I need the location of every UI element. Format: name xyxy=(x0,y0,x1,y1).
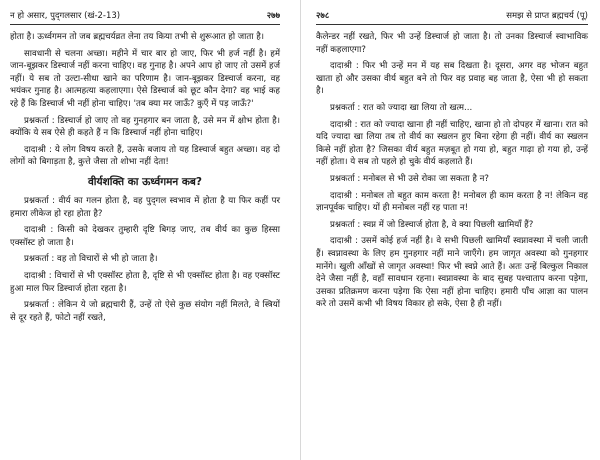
left-paragraph: होता है। ऊर्ध्वगमन तो जब ब्रह्मचर्यव्रत लेना तय किया तभी से शुरूआत हो जाता है। xyxy=(10,32,265,42)
right-qa-answer: दादाश्री : फिर भी उन्हें मन में यह सब दिखता है। दूसरा, अगर वह भोजन बहुत खाता हो और उसका वीर्य बहुत बने तो फिर वह प्रवाह बह जाता है, ऐसा भी हो सकता है। xyxy=(316,61,588,97)
left-qa-question: प्रश्नकर्ता : वह तो विचारों से भी हो जाता है। xyxy=(24,254,158,265)
right-qa-answer: दादाश्री : उसमें कोई हर्ज नहीं है। वे सभी पिछली खामियाँ स्वप्नावस्था में चली जाती हैं। स्वप्नावस्था के लिए हम गुनहगार नहीं माने जाएँगे। हम जागृत अवस्था को गुनहगार मानेंगे। खुली आँखों से जागृत अवस्था! फिर भी स्वप्ने आते हैं। अतः उन्हें बिल्कुल निकाल देने जैसा नहीं है, वहाँ सावधान रहना। स्वप्नावस्था के बाद सुबह पश्चाताप करना पड़ेगा, उसका प्रतिक्रमण करना पड़ेगा कि ऐसा नहीं होना चाहिए। हमारी पाँच आज्ञा का पालन करे तो उसमें कभी भी विषय विकार हो सके, ऐसा है ही नहीं। xyxy=(316,236,588,310)
right-qa-question: प्रश्नकर्ता : स्वप्न में जो डिस्चार्ज होता है, वे क्या पिछली खामियाँ हैं? xyxy=(330,219,534,230)
left-paragraph: सावधानी से चलना अच्छा। महीने में चार बार हो जाए, फिर भी हर्ज नहीं है। हमें जान-बूझकर डिस्चार्ज नहीं करना चाहिए। वह गुनाह है। अपने आप हो जाए तो उसमें हर्ज नहीं। ये सब तो उल्टा-सीधा खाने का परिणाम है। जान-बूझकर डिस्चार्ज करना, वह भयंकर गुनाह है। आत्महत्या कहलाएगा। ऐसे डिस्चार्ज को छूट कौन देगा? वह भाई कह रहे हैं कि डिस्चार्ज भी नहीं होना चाहिए। 'तब क्या मर जाऊँ? कुएँ में पड़ जाऊँ?' xyxy=(10,48,280,109)
section-title: वीर्यशक्ति का ऊर्ध्वगमन कब? xyxy=(87,175,203,188)
left-qa-answer: दादाश्री : ये लोग विषय करते हैं, उसके बजाय तो यह डिस्चार्ज बहुत अच्छा। वह दो लोगों को बिगाड़ता है, कुत्ते जैसा तो शोभा नहीं देता! xyxy=(10,144,280,168)
right-page xyxy=(306,0,598,460)
left-qa-answer: दादाश्री : किसी को देखकर तुम्हारी दृष्टि बिगड़ जाए, तब वीर्य का कुछ हिस्सा एक्सॉस्ट हो जाता है। xyxy=(10,225,280,248)
left-qa-question: प्रश्नकर्ता : लेकिन ये जो ब्रह्मचारी हैं, उन्हें तो ऐसे कुछ संयोग नहीं मिलते, वे स्त्रियों से दूर रहते हैं, फोटो नहीं रखते, xyxy=(10,300,280,323)
left-qa-answer: दादाश्री : विचारों से भी एक्सॉस्ट होता है, दृष्टि से भी एक्सॉस्ट होता है। वह एक्सॉस्ट हुआ माल फिर डिस्चार्ज होता रहता है। xyxy=(10,270,280,294)
right-page-header xyxy=(316,10,588,25)
left-qa-question: प्रश्नकर्ता : वीर्य का गलन होता है, वह पुद्‌गल स्वभाव में होता है या फिर कहीं पर हमारा लीकेज हो रहा होता है? xyxy=(10,195,280,219)
right-header-title: समझ से प्राप्त ब्रह्मचर्य (पू) xyxy=(506,11,588,21)
left-page xyxy=(0,0,290,460)
left-header-title: न हो असार, पुद्‌गलसार (खं-2-13) xyxy=(10,11,121,21)
right-page-number: २७८ xyxy=(316,11,330,21)
right-paragraph: कैलेन्डर नहीं रखते, फिर भी उन्हें डिस्चार्ज हो जाता है। तो उनका डिस्चार्ज स्वाभाविक नहीं कहलाएगा? xyxy=(316,32,588,55)
right-qa-answer: दादाश्री : रात को ज्यादा खाना ही नहीं चाहिए, खाना हो तो दोपहर में खाना। रात को यदि ज्यादा खा लिया तब तो वीर्य का स्खलन हुए बिना रहेगा ही नहीं। वीर्य का स्खलन किसे नहीं होता है? जिसका वीर्य बहुत मज़बूत हो गया हो, बहुत गाढ़ा हो गया हो, उन्हें नहीं होता। ये सब तो पहले हो चुके वीर्य कहलाते हैं। xyxy=(316,119,588,168)
left-qa-question: प्रश्नकर्ता : डिस्चार्ज हो जाए तो वह गुनहगार बन जाता है, उसे मन में क्षोभ होता है। क्योंकि ये सब ऐसे ही कहते हैं न कि डिस्चार्ज नहीं होना चाहिए। xyxy=(10,115,280,139)
left-page-number: २७७ xyxy=(266,11,280,21)
page-gutter xyxy=(300,0,301,460)
left-page-header xyxy=(10,10,280,25)
right-qa-question: प्रश्नकर्ता : रात को ज्यादा खा लिया तो खत्म... xyxy=(330,102,473,113)
right-qa-question: प्रश्नकर्ता : मनोबल से भी उसे रोका जा सकता है न? xyxy=(330,173,489,184)
right-qa-answer: दादाश्री : मनोबल तो बहुत काम करता है! मनोबल ही काम करता है न! लेकिन वह ज्ञानपूर्वक चाहिए। यों ही मनोबल नहीं रह पाता न! xyxy=(316,190,588,214)
